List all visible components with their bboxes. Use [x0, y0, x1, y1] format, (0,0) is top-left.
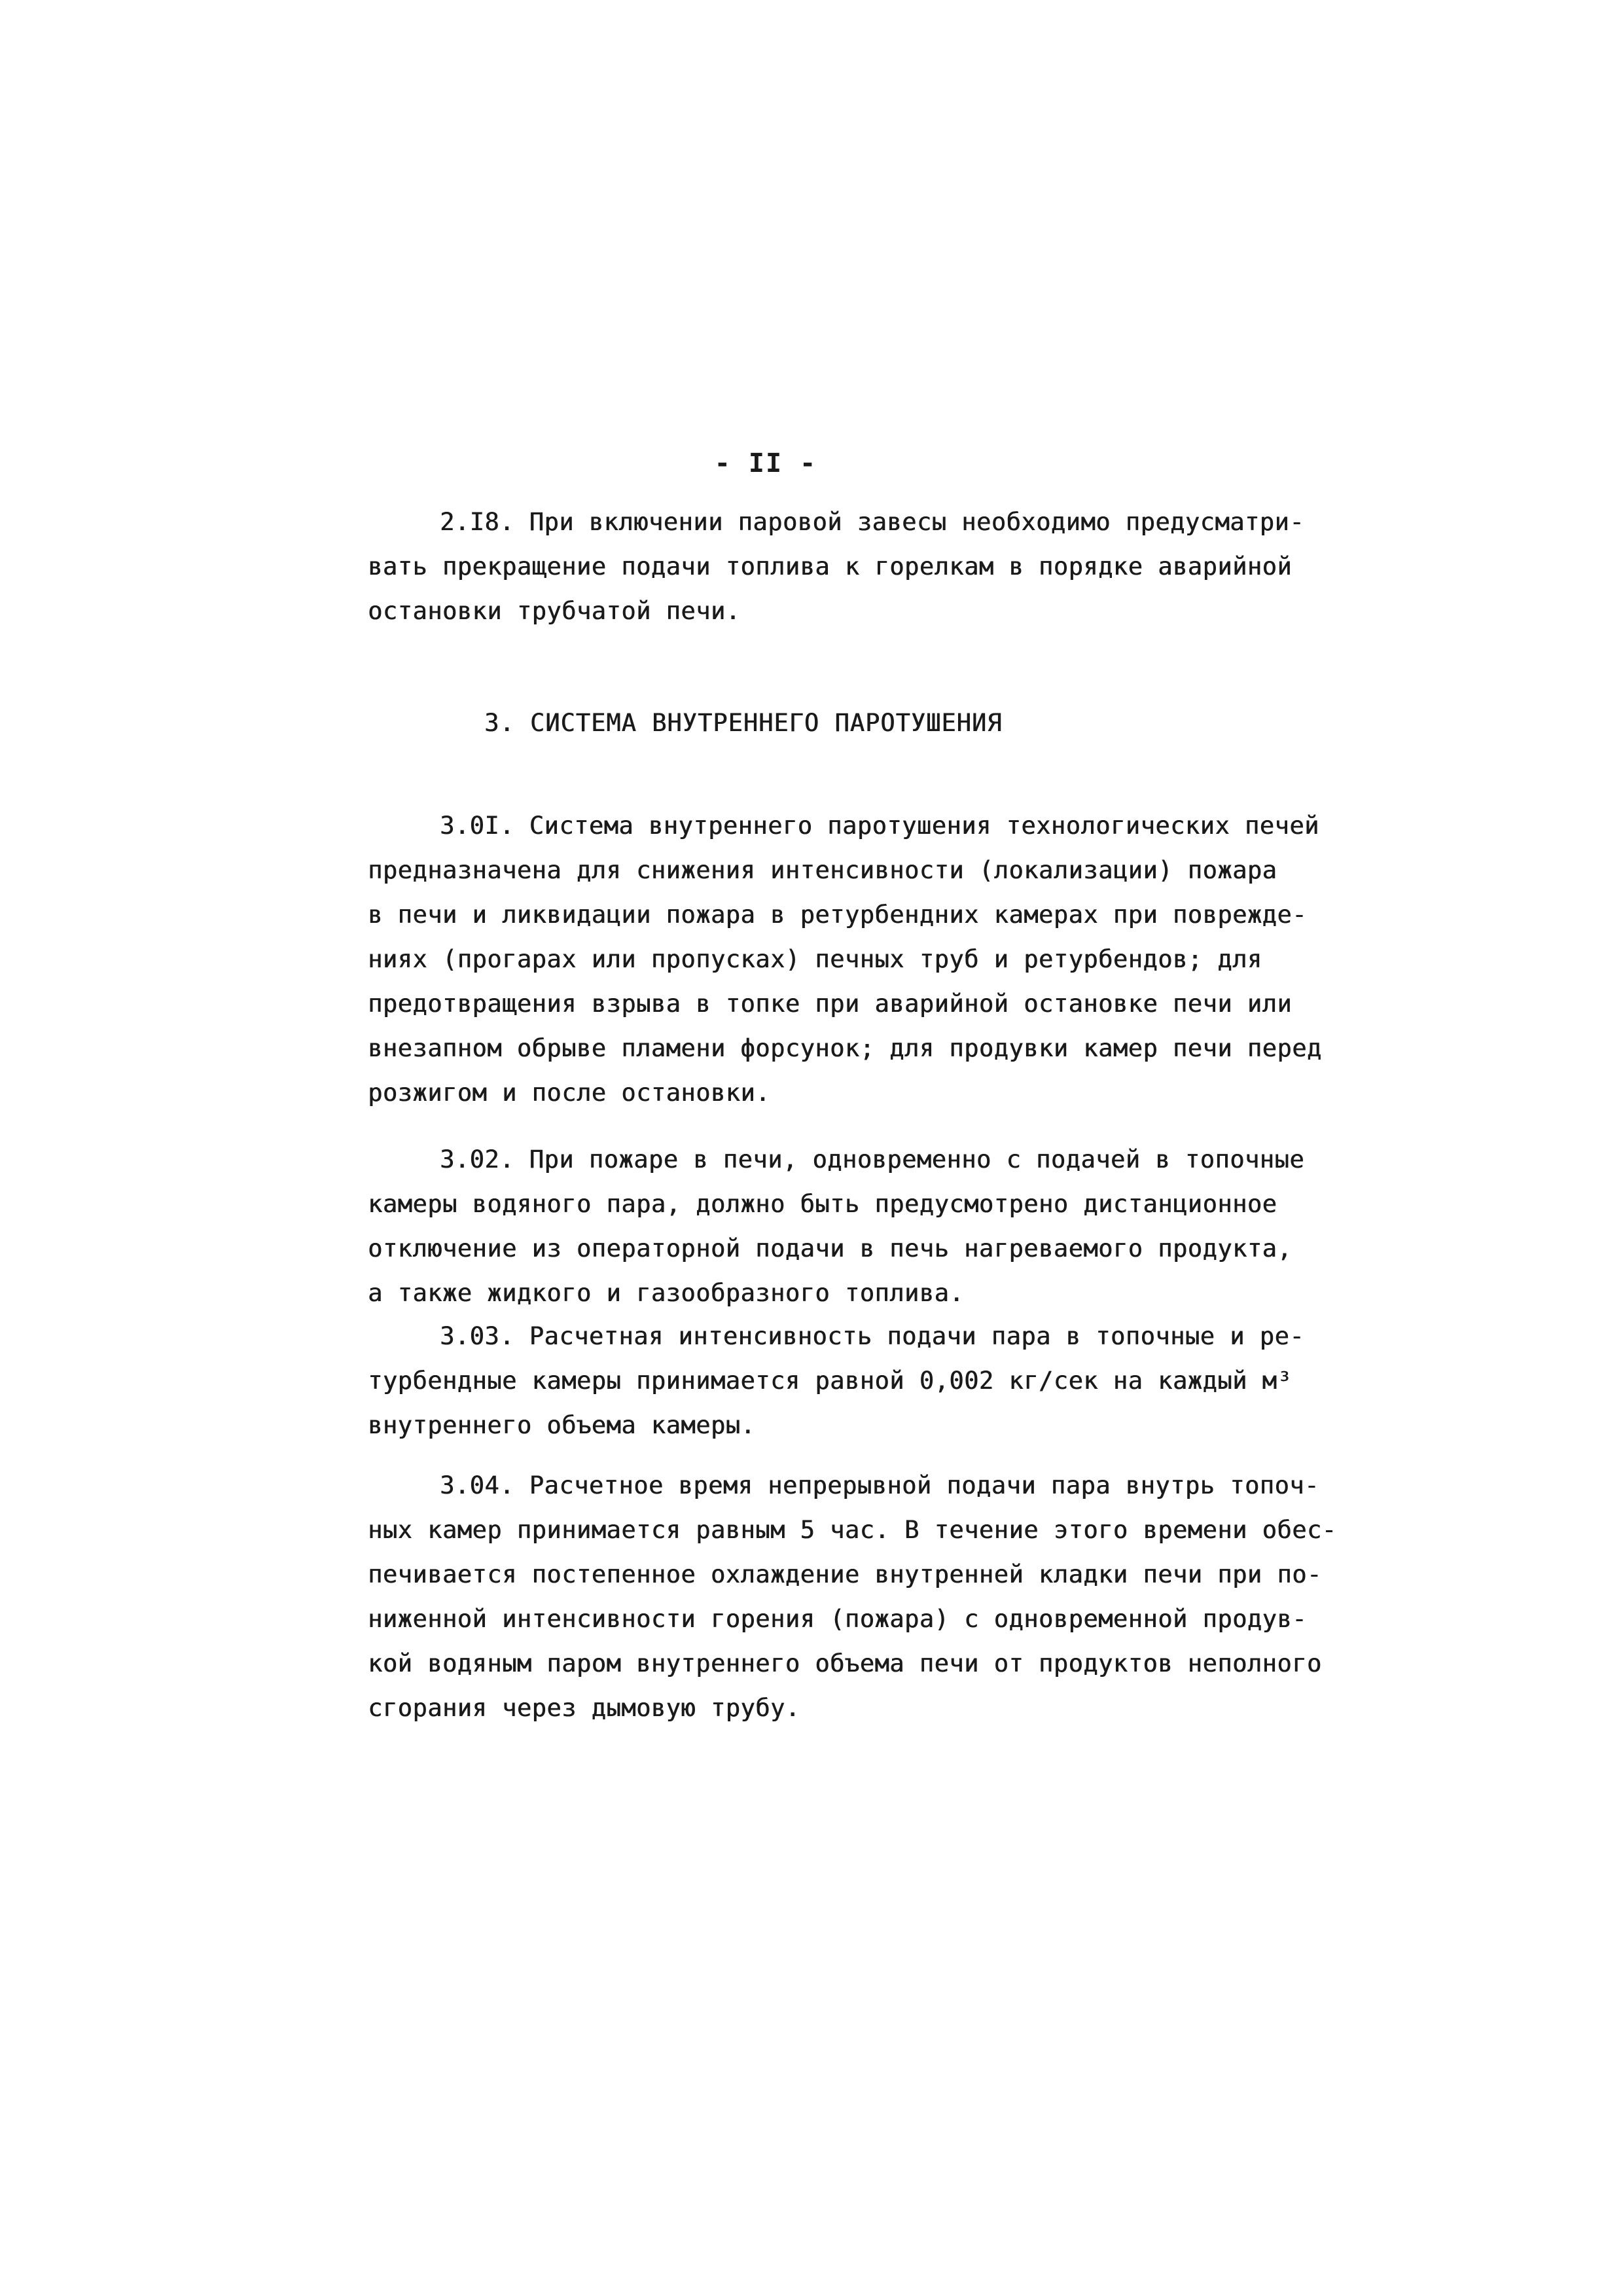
paragraph-line: розжигом и после остановки.	[368, 1079, 770, 1107]
paragraph-line: 3.0I. Система внутреннего паротушения технологических печей	[440, 812, 1319, 840]
paragraph-line: отключение из операторной подачи в печь нагреваемого продукта,	[368, 1234, 1293, 1263]
paragraph-line: остановки трубчатой печи.	[368, 597, 741, 625]
paragraph-line: 3.02. При пожаре в печи, одновременно с подачей в топочные	[440, 1145, 1305, 1174]
paragraph-line: 3.03. Расчетная интенсивность подачи пара в топочные и ре-	[440, 1322, 1305, 1350]
paragraph-line: предотвращения взрыва в топке при аварийной остановке печи или	[368, 990, 1293, 1018]
paragraph-3-04	[368, 1463, 1337, 1731]
paragraph-line: а также жидкого и газообразного топлива.	[368, 1279, 965, 1307]
paragraph-line: печивается постепенное охлаждение внутренней кладки печи при по-	[368, 1560, 1322, 1588]
paragraph-line: ниях (прогарах или пропусках) печных труб и ретурбендов; для	[368, 945, 1262, 973]
paragraph-line: турбендные камеры принимается равной 0,002 кг/сек на каждый м³	[368, 1367, 1293, 1395]
paragraph-3-02	[368, 1138, 1305, 1316]
paragraph-line: предназначена для снижения интенсивности (локализации) пожара	[368, 856, 1277, 884]
paragraph-line: камеры водяного пара, должно быть предусмотрено дистанционное	[368, 1190, 1277, 1218]
paragraph-line: вать прекращение подачи топлива к горелкам в порядке аварийной	[368, 552, 1293, 581]
paragraph-line: внезапном обрыве пламени форсунок; для продувки камер печи перед	[368, 1034, 1322, 1062]
paragraph-line: сгорания через дымовую трубу.	[368, 1694, 800, 1722]
page-number: - II -	[714, 448, 817, 478]
paragraph-line: внутреннего объема камеры.	[368, 1411, 756, 1439]
paragraph-line: ниженной интенсивности горения (пожара) с одновременной продув-	[368, 1605, 1307, 1633]
paragraph-line: ных камер принимается равным 5 час. В течение этого времени обес-	[368, 1516, 1337, 1544]
paragraph-line: 2.I8. При включении паровой завесы необходимо предусматри-	[440, 508, 1305, 536]
section-heading: 3. СИСТЕМА ВНУТРЕННЕГО ПАРОТУШЕНИЯ	[484, 709, 1003, 737]
paragraph-line: кой водяным паром внутреннего объема печи от продуктов неполного	[368, 1649, 1322, 1677]
paragraph-line: в печи и ликвидации пожара в ретурбендних камерах при повреждe-	[368, 901, 1307, 929]
paragraph-3-01	[368, 804, 1322, 1115]
paragraph-line: 3.04. Расчетное время непрерывной подачи пара внутрь топоч-	[440, 1471, 1319, 1499]
paragraph-3-03	[368, 1314, 1305, 1448]
paragraph-2-18	[368, 500, 1305, 634]
